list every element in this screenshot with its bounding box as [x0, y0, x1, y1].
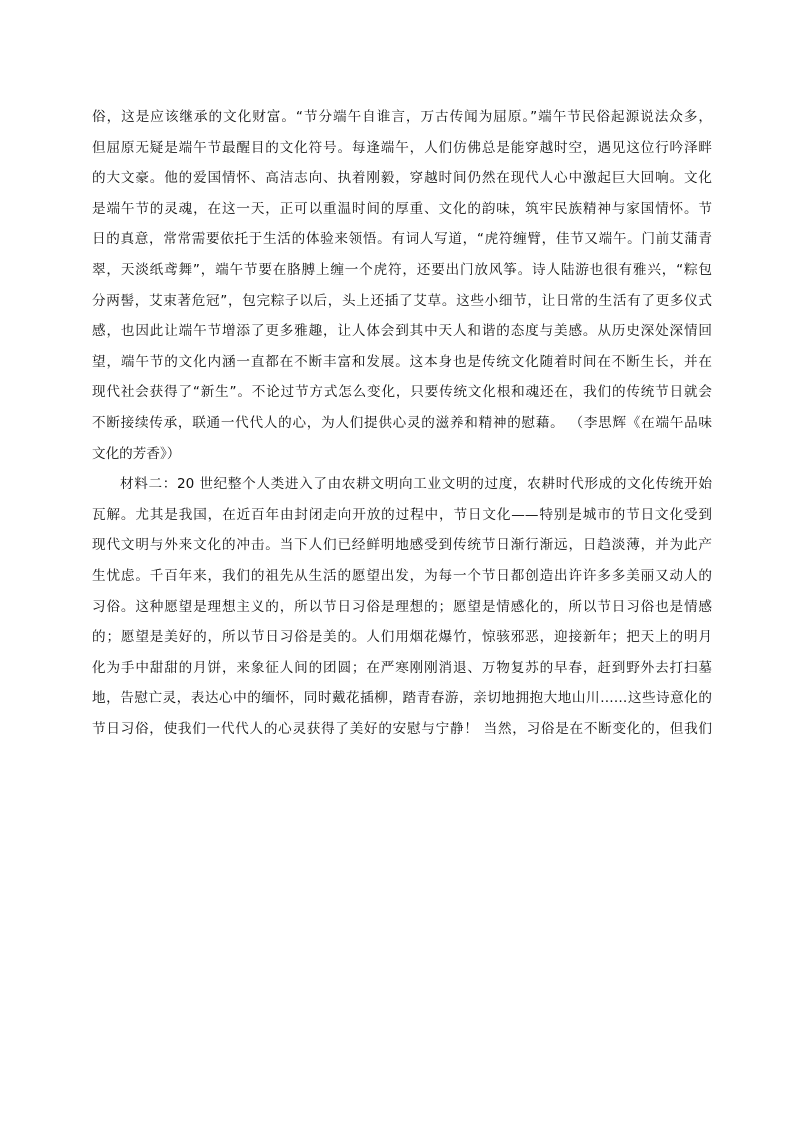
text-line: 生忧虑。千百年来，我们的祖先从生活的愿望出发，为每一个节日都创造出许许多多美丽又动人的	[92, 567, 712, 584]
text-line: 望，端午节的文化内涵一直都在不断丰富和发展。这本身也是传统文化随着时间在不断生长，并在	[92, 353, 712, 370]
text-line: 感，也因此让端午节增添了更多雅趣，让人体会到其中天人和谐的态度与美感。从历史深处深情回	[92, 323, 712, 340]
text-line: 分两髻，艾束著危冠”，包完粽子以后，头上还插了艾草。这些小细节，让日常的生活有了更多仪式	[92, 292, 712, 309]
citation-line: 文化的芳香》）	[92, 445, 181, 462]
text-line: 是端午节的灵魂，在这一天，正可以重温时间的厚重、文化的韵味，筑牢民族精神与家国情怀。节	[92, 200, 712, 217]
text-line: 翠，天淡纸鸢舞”，端午节要在胳膊上缠一个虎符，还要出门放风筝。诗人陆游也很有雅兴，“粽包	[92, 261, 712, 278]
text-line: 日的真意，常常需要依托于生活的体验来领悟。有词人写道，“虎符缠臂，佳节又端午。门前艾蒲青	[92, 231, 712, 248]
text-line: 的大文豪。他的爱国情怀、高洁志向、执着刚毅，穿越时间仍然在现代人心中激起巨大回响。文化	[92, 170, 712, 187]
text-line: 瓦解。尤其是我国，在近百年由封闭走向开放的过程中，节日文化——特别是城市的节日文化受到	[92, 506, 712, 523]
text-line: 俗，这是应该继承的文化财富。“节分端午自谁言，万古传闻为屈原。”端午节民俗起源说法众多，	[92, 109, 712, 125]
text-line: 节日习俗，使我们一代代人的心灵获得了美好的安慰与宁静！ 当然，习俗是在不断变化的，但我们	[92, 720, 712, 737]
document-body	[92, 102, 712, 744]
material-two-first-line: 材料二：20 世纪整个人类进入了由农耕文明向工业文明的过度，农耕时代形成的文化传统开始	[120, 476, 712, 493]
text-line: 但屈原无疑是端午节最醒目的文化符号。每逢端午，人们仿佛总是能穿越时空，遇见这位行吟泽畔	[92, 139, 712, 156]
text-line: 现代文明与外来文化的冲击。当下人们已经鲜明地感受到传统节日渐行渐远，日趋淡薄，并为此产	[92, 537, 712, 554]
text-line: 化为手中甜甜的月饼，来象征人间的团圆；在严寒刚刚消退、万物复苏的早春，赶到野外去打扫墓	[92, 659, 712, 676]
text-line: 的；愿望是美好的，所以节日习俗是美的。人们用烟花爆竹，惊骇邪恶，迎接新年；把天上的明月	[92, 629, 712, 646]
text-line: 现代社会获得了“新生”。不论过节方式怎么变化，只要传统文化根和魂还在，我们的传统节日就会	[92, 384, 712, 401]
text-line: 习俗。这种愿望是理想主义的，所以节日习俗是理想的；愿望是情感化的，所以节日习俗也是情感	[92, 598, 712, 615]
text-line: 不断接续传承，联通一代代人的心，为人们提供心灵的滋养和精神的慰藉。 （李思辉《在端午品味	[92, 414, 712, 431]
text-line: 地，告慰亡灵，表达心中的缅怀，同时戴花插柳，踏青春游，亲切地拥抱大地山川……这些诗意化的	[92, 690, 712, 707]
